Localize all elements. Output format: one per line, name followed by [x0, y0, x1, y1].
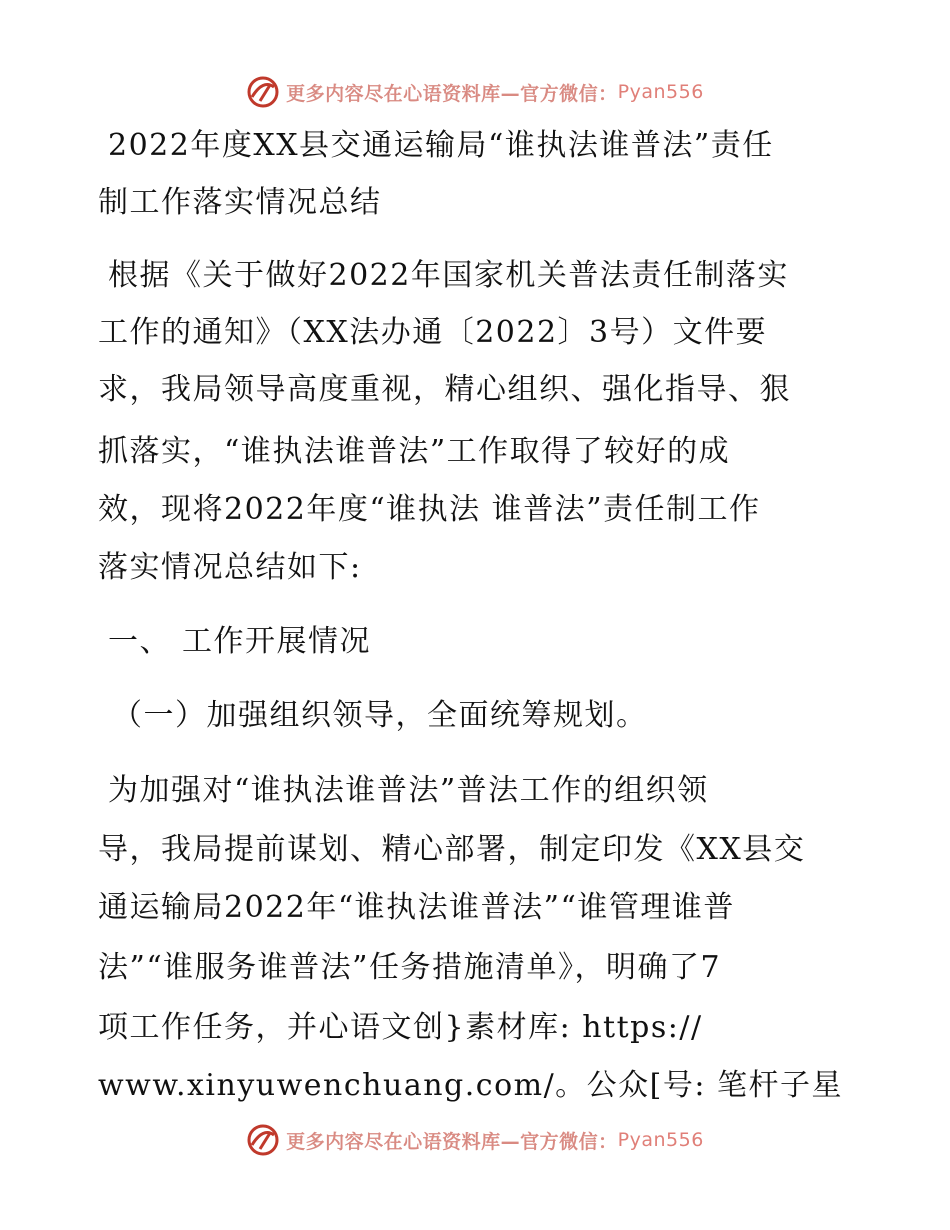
intro-line-2: 工作的通知》（XX法办通〔2022〕3号）文件要	[98, 315, 768, 350]
section-1-heading: 一、 工作开展情况	[108, 624, 372, 659]
body-line-1: 为加强对“谁执法谁普法”普法工作的组织领	[108, 773, 709, 808]
body-line-3: 通运输局2022年“谁执法谁普法”“谁管理谁普	[98, 890, 735, 925]
intro-line-3: 求，我局领导高度重视，精心组织、强化指导、狠	[98, 372, 791, 407]
watermark-footer	[0, 1117, 950, 1163]
intro-line-1: 根据《关于做好2022年国家机关普法责任制落实	[108, 258, 789, 293]
watermark-brand: Pyan556	[617, 81, 704, 103]
watermark-header	[0, 69, 950, 115]
intro-line-5: 效，现将2022年度“谁执法 谁普法”责任制工作	[98, 492, 761, 527]
watermark-text: 更多内容尽在心语资料库—官方微信：	[286, 82, 618, 105]
body-line-4: 法”“谁服务谁普法”任务措施清单》，明确了7	[98, 950, 722, 985]
title-line-2: 制工作落实情况总结	[98, 185, 382, 220]
body-line-5: 项工作任务，并心语文创}素材库: https://	[98, 1010, 703, 1045]
body-line-6: www.xinyuwenchuang.com/。公众[号: 笔杆子星	[98, 1068, 844, 1103]
subsection-1-heading: （一）加强组织领导，全面统筹规划。	[112, 698, 648, 733]
title-line-1: 2022年度XX县交通运输局“谁执法谁普法”责任	[108, 128, 774, 163]
logo-icon	[246, 1123, 280, 1157]
logo-icon	[246, 75, 280, 109]
body-line-2: 导，我局提前谋划、精心部署，制定印发《XX县交	[98, 832, 806, 867]
watermark-brand: Pyan556	[617, 1129, 704, 1151]
intro-line-6: 落实情况总结如下:	[98, 550, 362, 585]
watermark-text: 更多内容尽在心语资料库—官方微信：	[286, 1130, 618, 1153]
intro-line-4: 抓落实，“谁执法谁普法”工作取得了较好的成	[98, 434, 731, 469]
